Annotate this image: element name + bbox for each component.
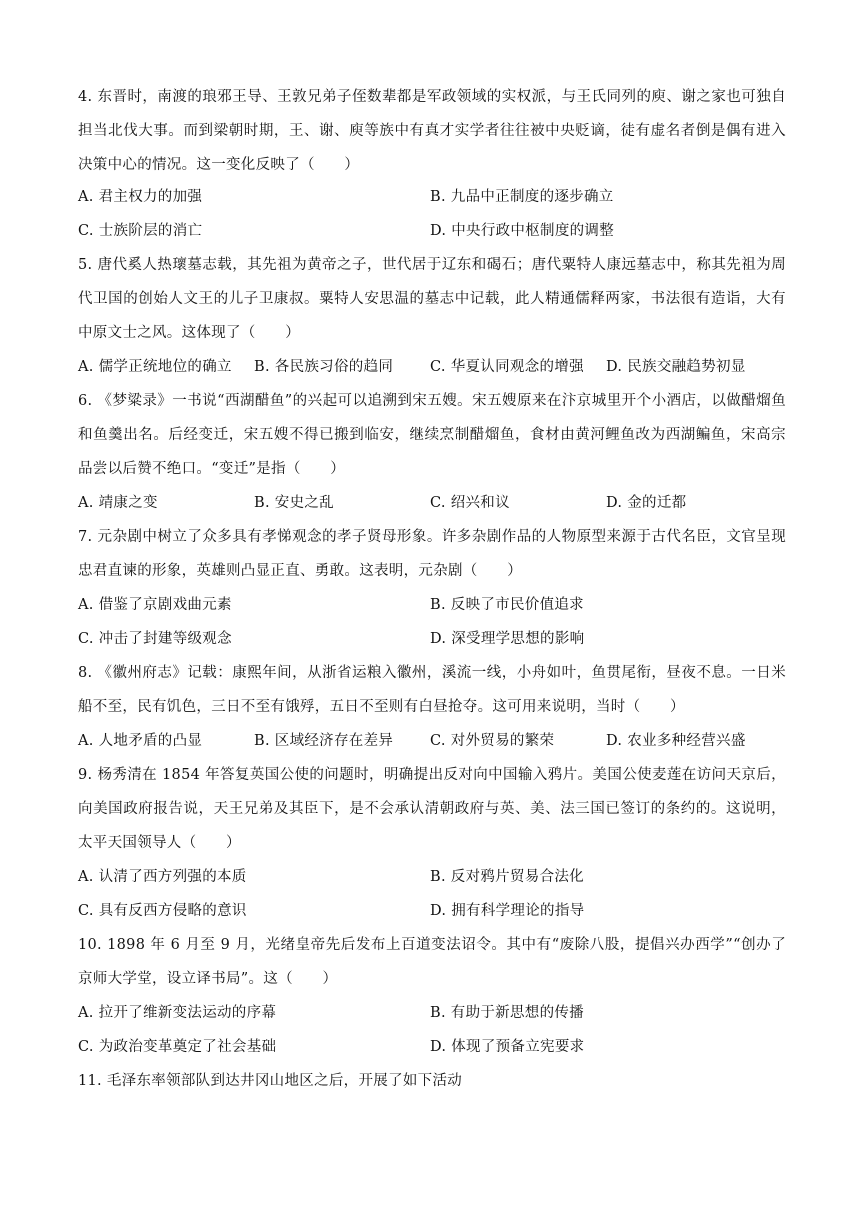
question-10-options-row2 bbox=[78, 1030, 786, 1064]
question-4-option-d[interactable]: D. 中央行政中枢制度的调整 bbox=[430, 223, 615, 239]
question-9-option-d[interactable]: D. 拥有科学理论的指导 bbox=[430, 903, 585, 919]
question-9-option-c[interactable]: C. 具有反西方侵略的意识 bbox=[78, 903, 247, 919]
question-5-option-c[interactable]: C. 华夏认同观念的增强 bbox=[430, 359, 584, 375]
question-8-option-d[interactable]: D. 农业多种经营兴盛 bbox=[606, 733, 746, 749]
question-8-option-b[interactable]: B. 区域经济存在差异 bbox=[254, 733, 394, 749]
question-8-stem: 8. 《徽州府志》记载：康熙年间，从浙省运粮入徽州，溪流一线，小舟如叶，鱼贯尾衔，昼夜不息。一日米船不至，民有饥色，三日不至有饿殍，五日不至则有白昼抢夺。这可用来说明，当时（ ） bbox=[78, 665, 786, 715]
question-10-option-d[interactable]: D. 体现了预备立宪要求 bbox=[430, 1039, 585, 1055]
question-8-options bbox=[78, 724, 786, 758]
question-5-options bbox=[78, 350, 786, 384]
question-7-option-d[interactable]: D. 深受理学思想的影响 bbox=[430, 631, 585, 647]
question-7-option-a[interactable]: A. 借鉴了京剧戏曲元素 bbox=[78, 597, 232, 613]
question-8-option-c[interactable]: C. 对外贸易的繁荣 bbox=[430, 733, 555, 749]
question-10-options bbox=[78, 996, 786, 1030]
question-6-options bbox=[78, 486, 786, 520]
question-7-option-b[interactable]: B. 反映了市民价值追求 bbox=[430, 597, 584, 613]
question-5-option-d[interactable]: D. 民族交融趋势初显 bbox=[606, 359, 746, 375]
question-4-stem: 4. 东晋时，南渡的琅邪王导、王敦兄弟子侄数辈都是军政领域的实权派，与王氏同列的庾、谢之家也可独自担当北伐大事。而到梁朝时期，王、谢、庾等族中有真才实学者往往被中央贬谪，徒有虚名者倒是偶有进入决策中心的情况。这一变化反映了（ ） bbox=[78, 89, 786, 173]
question-9-option-a[interactable]: A. 认清了西方列强的本质 bbox=[78, 869, 247, 885]
question-6-option-a[interactable]: A. 靖康之变 bbox=[78, 495, 158, 511]
question-4-options bbox=[78, 180, 786, 214]
question-8-option-a[interactable]: A. 人地矛盾的凸显 bbox=[78, 733, 203, 749]
question-6-option-d[interactable]: D. 金的迁都 bbox=[606, 495, 687, 511]
question-9-stem: 9. 杨秀清在 1854 年答复英国公使的问题时，明确提出反对向中国输入鸦片。美国公使麦莲在访问天京后，向美国政府报告说，天王兄弟及其臣下，是不会承认清朝政府与英、美、法三国已签订的条约的。这说明，太平天国领导人（ ） bbox=[78, 767, 786, 851]
question-5-stem: 5. 唐代奚人热瓌墓志载，其先祖为黄帝之子，世代居于辽东和碣石；唐代粟特人康远墓志中，称其先祖为周代卫国的创始人文王的儿子卫康叔。粟特人安思温的墓志中记载，此人精通儒释两家，书法很有造诣，大有中原文士之风。这体现了（ ） bbox=[78, 257, 786, 341]
question-6-option-c[interactable]: C. 绍兴和议 bbox=[430, 495, 510, 511]
question-10-stem: 10. 1898 年 6 月至 9 月，光绪皇帝先后发布上百道变法诏令。其中有“废除八股，提倡兴办西学”“创办了京师大学堂，设立译书局”。这（ ） bbox=[78, 937, 786, 987]
question-7-options-row2 bbox=[78, 622, 786, 656]
question-10-option-c[interactable]: C. 为政治变革奠定了社会基础 bbox=[78, 1039, 277, 1055]
question-7-options bbox=[78, 588, 786, 622]
question-5-option-a[interactable]: A. 儒学正统地位的确立 bbox=[78, 359, 232, 375]
question-7-option-c[interactable]: C. 冲击了封建等级观念 bbox=[78, 631, 232, 647]
question-9-option-b[interactable]: B. 反对鸦片贸易合法化 bbox=[430, 869, 584, 885]
question-9-options-row2 bbox=[78, 894, 786, 928]
question-6-stem: 6. 《梦粱录》一书说“西湖醋鱼”的兴起可以追溯到宋五嫂。宋五嫂原来在汴京城里开个小酒店，以做醋熘鱼和鱼羹出名。后经变迁，宋五嫂不得已搬到临安，继续烹制醋熘鱼，食材由黄河鲤鱼改为西湖鳊鱼，宋高宗品尝以后赞不绝口。“变迁”是指（ ） bbox=[78, 393, 786, 477]
question-11-stem: 11. 毛泽东率领部队到达井冈山地区之后，开展了如下活动 bbox=[78, 1073, 463, 1089]
question-7-stem: 7. 元杂剧中树立了众多具有孝悌观念的孝子贤母形象。许多杂剧作品的人物原型来源于古代名臣，文官呈现忠君直谏的形象，英雄则凸显正直、勇敢。这表明，元杂剧（ ） bbox=[78, 529, 786, 579]
question-10-option-a[interactable]: A. 拉开了维新变法运动的序幕 bbox=[78, 1005, 277, 1021]
question-5-option-b[interactable]: B. 各民族习俗的趋同 bbox=[254, 359, 394, 375]
question-6-option-b[interactable]: B. 安史之乱 bbox=[254, 495, 334, 511]
question-4-option-c[interactable]: C. 士族阶层的消亡 bbox=[78, 223, 203, 239]
question-4-option-a[interactable]: A. 君主权力的加强 bbox=[78, 189, 203, 205]
question-4-option-b[interactable]: B. 九品中正制度的逐步确立 bbox=[430, 189, 614, 205]
question-10-option-b[interactable]: B. 有助于新思想的传播 bbox=[430, 1005, 584, 1021]
question-4-options-row2 bbox=[78, 214, 786, 248]
question-9-options bbox=[78, 860, 786, 894]
